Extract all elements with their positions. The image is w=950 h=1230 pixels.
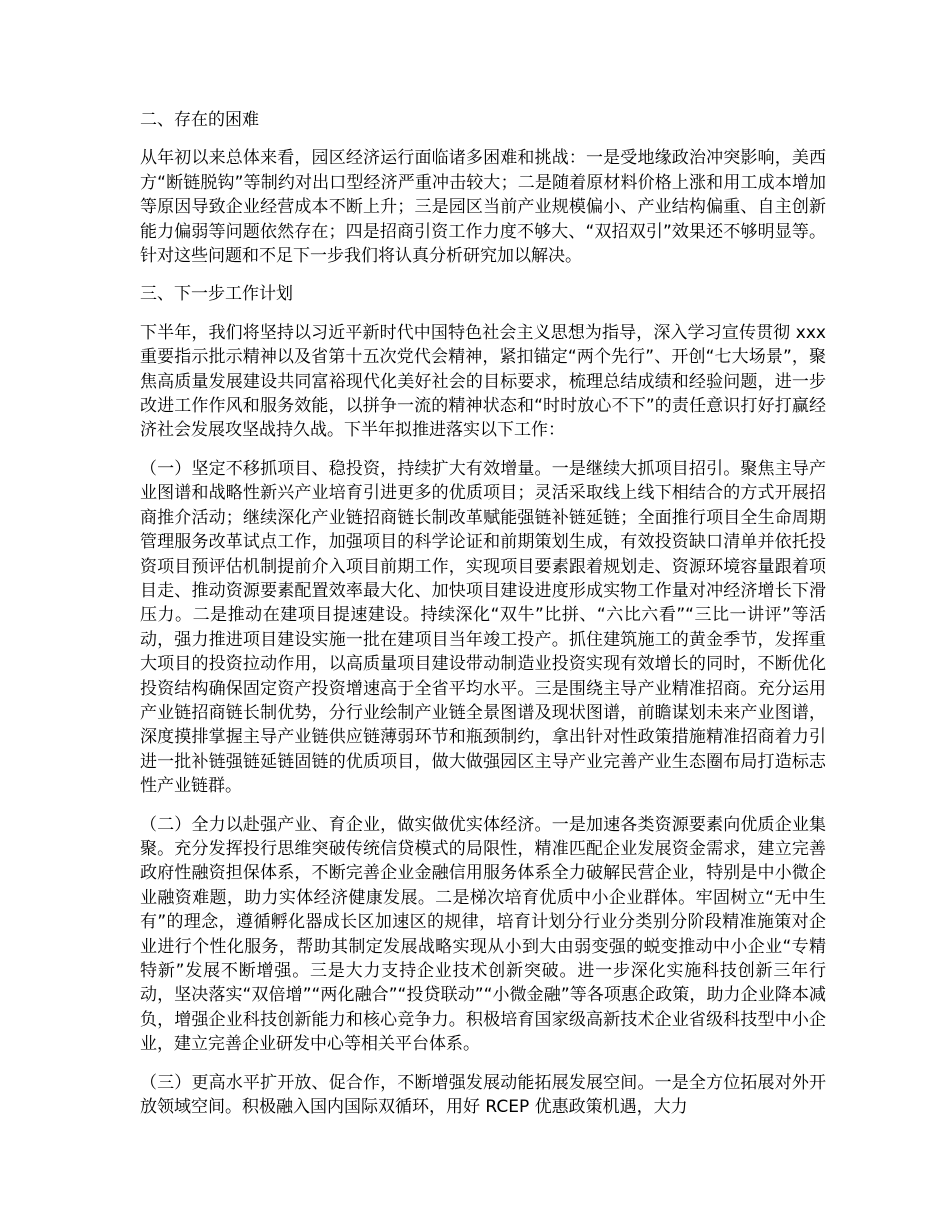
document-page (140, 108, 826, 1133)
section-heading-next-plan: 三、下一步工作计划 (140, 284, 293, 305)
paragraph-item-projects: （一）坚定不移抓项目、稳投资，持续扩大有效增量。一是继续大抓项目招引。聚焦主导产业图谱和战略性新兴产业培育引进更多的优质项目；灵活采取线上线下相结合的方式开展招商推介活动；继续深化产业链招商链长制改革赋能强链补链延链；全面推行项目全生命周期管理服务改革试点工作，加强项目的科学论证和前期策划生成，有效投资缺口清单并依托投资项目预评估机制提前介入项目前期工作，实现项目要素跟着规划走、资源环境容量跟着项目走、推动资源要素配置效率最大化、加快项目建设进度形成实物工作量对冲经济增长下滑压力。二是推动在建项目提速建设。持续深化“双牛”比拼、“六比六看”“三比一讲评”等活动，强力推进项目建设实施一批在建项目当年竣工投产。抓住建筑施工的黄金季节，发挥重大项目的投资拉动作用，以高质量项目建设带动制造业投资实现有效增长的同时，不断优化投资结构确保固定资产投资增速高于全省平均水平。三是围绕主导产业精准招商。充分运用产业链招商链长制优势，分行业绘制产业链全景图谱及现状图谱，前瞻谋划未来产业图谱，深度摸排掌握主导产业链供应链薄弱环节和瓶颈制约，拿出针对性政策措施精准招商着力引进一批补链强链延链固链的优质项目，做大做强园区主导产业完善产业生态圈布局打造标志性产业链群。 (140, 458, 826, 797)
section-heading-difficulties: 二、存在的困难 (140, 110, 259, 130)
paragraph-plan-intro: 下半年，我们将坚持以习近平新时代中国特色社会主义思想为指导，深入学习宣传贯彻 xxx 重要指示批示精神以及省第十五次党代会精神，紧扣锚定“两个先行”、开创“七大场景”，聚焦高质量发展建设共同富裕现代化美好社会的目标要求，梳理总结成绩和经验问题，进一步改进工作作风和服务效能，以拼争一流的精神状态和“时时放心不下”的责任意识打好打赢经济社会发展攻坚战持久战。下半年拟推进落实以下工作： (140, 322, 826, 441)
paragraph-item-opening: （三）更高水平扩开放、促合作，不断增强发展动能拓展发展空间。一是全方位拓展对外开放领域空间。积极融入国内国际双循环，用好 RCEP 优惠政策机遇，大力 (140, 1072, 826, 1118)
paragraph-item-industry: （二）全力以赴强产业、育企业，做实做优实体经济。一是加速各类资源要素向优质企业集聚。充分发挥投行思维突破传统信贷模式的局限性，精准匹配企业发展资金需求，建立完善政府性融资担保体系，不断完善企业金融信用服务体系全力破解民营企业，特别是中小微企业融资难题，助力实体经济健康发展。二是梯次培育优质中小企业群体。牢固树立“无中生有”的理念，遵循孵化器成长区加速区的规律，培育计划分行业分类别分阶段精准施策对企业进行个性化服务，帮助其制定发展战略实现从小到大由弱变强的蜕变推动中小企业“专精特新”发展不断增强。三是大力支持企业技术创新突破。进一步深化实施科技创新三年行动，坚决落实“双倍增”“两化融合”“投贷联动”“小微金融”等各项惠企政策，助力企业降本减负，增强企业科技创新能力和核心竞争力。积极培育国家级高新技术企业省级科技型中小企业，建立完善企业研发中心等相关平台体系。 (140, 814, 826, 1055)
paragraph-difficulties: 从年初以来总体来看，园区经济运行面临诸多困难和挑战：一是受地缘政治冲突影响，美西方“断链脱钩”等制约对出口型经济严重冲击较大；二是随着原材料价格上涨和用工成本增加等原因导致企业经营成本不断上升；三是园区当前产业规模偏小、产业结构偏重、自主创新能力偏弱等问题依然存在；四是招商引资工作力度不够大、“双招双引”效果还不够明显等。针对这些问题和不足下一步我们将认真分析研究加以解决。 (140, 148, 826, 267)
